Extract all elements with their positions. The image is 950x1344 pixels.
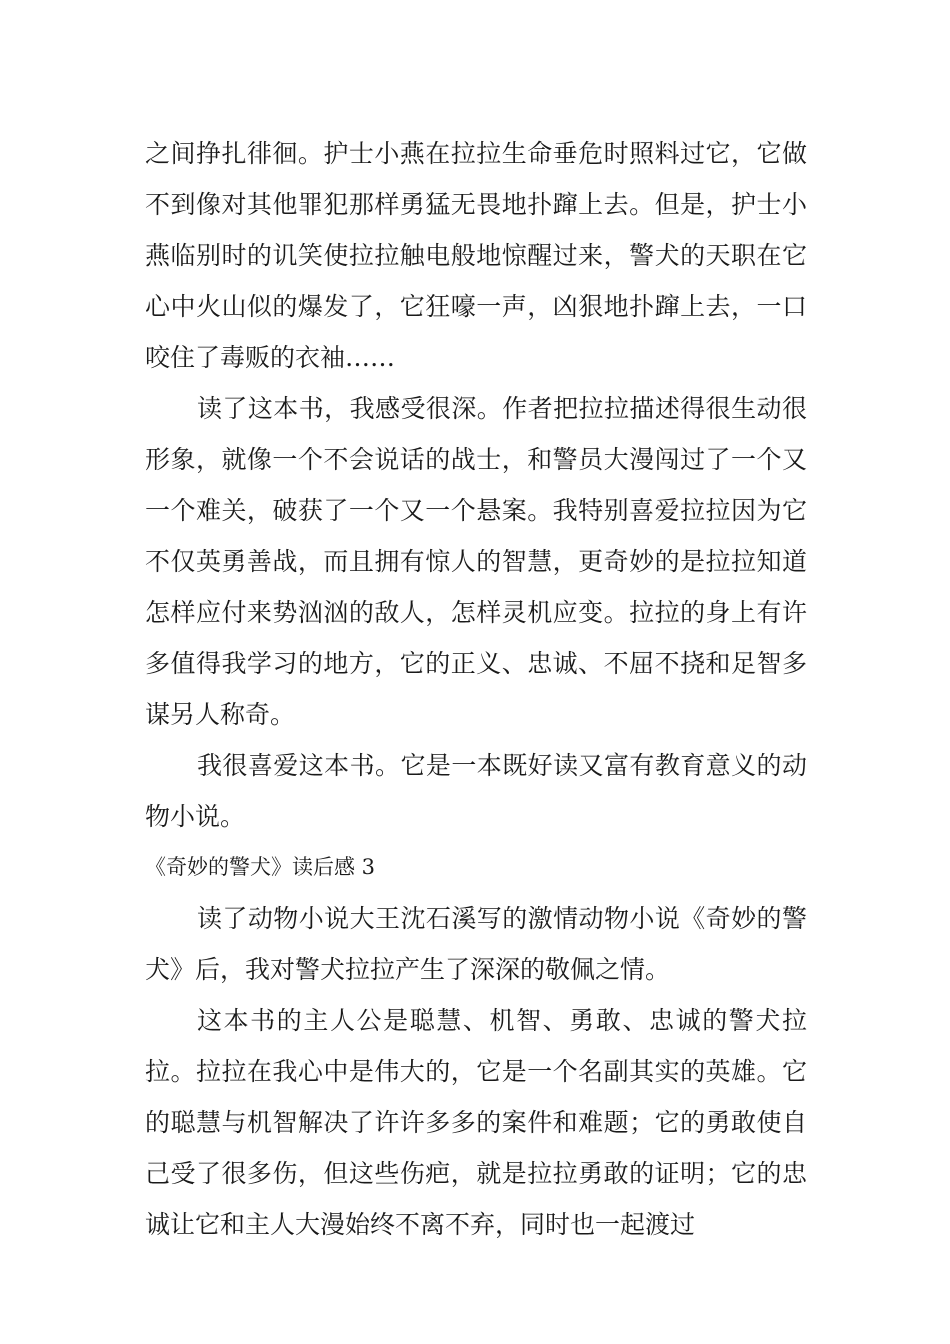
paragraph-5: 这本书的主人公是聪慧、机智、勇敢、忠诚的警犬拉拉。拉拉在我心中是伟大的，它是一个名副其实的英雄。它的聪慧与机智解决了许许多多的案件和难题；它的勇敢使自己受了很多伤，但这些伤疤，就是拉拉勇敢的证明；它的忠诚让它和主人大漫始终不离不弃，同时也一起渡过 xyxy=(145,1006,807,1239)
paragraph-4: 读了动物小说大王沈石溪写的激情动物小说《奇妙的警犬》后，我对警犬拉拉产生了深深的敬佩之情。 xyxy=(145,904,807,984)
paragraph-3: 我很喜爱这本书。它是一本既好读又富有教育意义的动物小说。 xyxy=(145,751,807,831)
paragraph-2: 读了这本书，我感受很深。作者把拉拉描述得很生动很形象，就像一个不会说话的战士，和警员大漫闯过了一个又一个难关，破获了一个又一个悬案。我特别喜爱拉拉因为它不仅英勇善战，而且拥有惊人的智慧，更奇妙的是拉拉知道怎样应付来势汹汹的敌人，怎样灵机应变。拉拉的身上有许多值得我学习的地方，它的正义、忠诚、不屈不挠和足智多谋另人称奇。 xyxy=(145,394,807,729)
document-page xyxy=(145,128,807,1250)
paragraph-1: 之间挣扎徘徊。护士小燕在拉拉生命垂危时照料过它，它做不到像对其他罪犯那样勇猛无畏地扑蹿上去。但是，护士小燕临别时的讥笑使拉拉触电般地惊醒过来，警犬的天职在它心中火山似的爆发了，它狂嚎一声，凶狠地扑蹿上去，一口咬住了毒贩的衣袖…… xyxy=(145,139,807,372)
section-heading: 《奇妙的警犬》读后感 3 xyxy=(145,855,376,879)
